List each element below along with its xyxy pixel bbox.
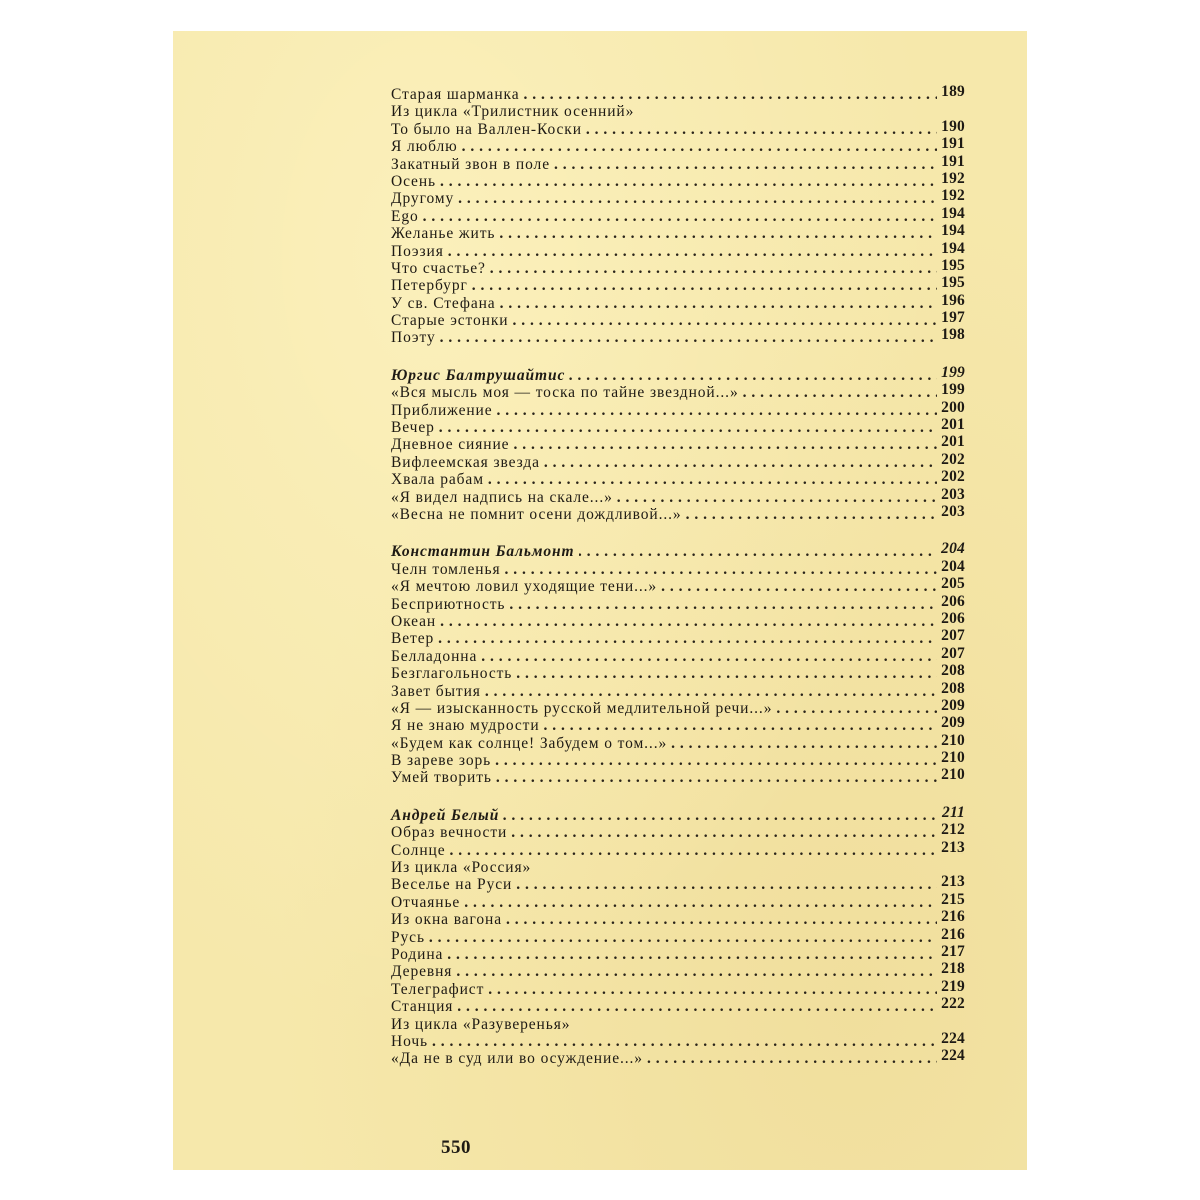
toc-entry <box>391 766 965 787</box>
entry-title: Я люблю <box>391 138 458 156</box>
dot-leader <box>524 86 938 103</box>
page-ref: 210 <box>941 749 965 767</box>
entry-title: Бесприютность <box>391 595 506 613</box>
page-ref: 217 <box>941 942 965 960</box>
dot-leader <box>500 295 938 312</box>
entry-title: Другому <box>391 190 455 208</box>
toc-entry <box>391 485 965 506</box>
page-ref: 206 <box>941 609 965 627</box>
entry-title: У св. Стефана <box>391 294 496 312</box>
entry-title: Океан <box>391 612 437 630</box>
entry-title: «Весна не помнит осени дождливой...» <box>391 505 682 523</box>
toc-entry <box>391 326 965 347</box>
toc-entry <box>391 291 965 312</box>
entry-title: Закатный звон в поле <box>391 155 550 173</box>
entry-title: Из цикла «Разуверенья» <box>391 1015 571 1033</box>
dot-leader <box>776 700 937 717</box>
dot-leader <box>438 630 937 647</box>
toc-entry <box>391 977 965 998</box>
toc-cycle-heading <box>391 103 965 120</box>
entry-title: Осень <box>391 172 437 190</box>
entry-title: Деревня <box>391 963 453 981</box>
dot-leader <box>512 312 937 329</box>
toc-entry <box>391 662 965 683</box>
entry-title: Приближение <box>391 401 493 419</box>
dot-leader <box>496 769 937 786</box>
page-ref: 209 <box>941 714 965 732</box>
page-ref: 208 <box>941 662 965 680</box>
dot-leader <box>462 138 937 155</box>
entry-title: Поэзия <box>391 242 444 260</box>
toc-entry <box>391 309 965 330</box>
dot-leader <box>671 735 937 752</box>
author-name: Юргис Балтрушайтис <box>391 366 566 384</box>
dot-leader <box>488 981 937 998</box>
dot-leader <box>440 329 938 346</box>
page-ref: 216 <box>941 925 965 943</box>
dot-leader <box>456 963 937 980</box>
entry-title: Завет бытия <box>391 682 481 700</box>
page-ref: 192 <box>941 169 965 187</box>
toc-section <box>391 803 965 1068</box>
toc-entry <box>391 592 965 613</box>
toc-author <box>391 363 965 384</box>
dot-leader <box>503 807 938 824</box>
page-ref: 203 <box>941 485 965 503</box>
dot-leader <box>485 683 937 700</box>
toc-author <box>391 803 965 824</box>
toc-entry <box>391 575 965 596</box>
entry-title: «Я видел надпись на скале...» <box>391 488 613 506</box>
page-ref: 198 <box>941 326 965 344</box>
page-ref: 199 <box>941 363 965 381</box>
dot-leader <box>440 173 937 190</box>
toc-entry <box>391 714 965 735</box>
page-ref: 205 <box>941 575 965 593</box>
dot-leader <box>586 121 937 138</box>
entry-title: Русь <box>391 928 425 946</box>
entry-title: То было на Валлен-Коски <box>391 120 582 138</box>
dot-leader <box>647 1050 937 1067</box>
page-ref: 219 <box>941 977 965 995</box>
entry-title: Солнце <box>391 841 446 859</box>
dot-leader <box>458 190 937 207</box>
page-ref: 194 <box>941 204 965 222</box>
page-ref: 199 <box>941 381 965 399</box>
toc-entry <box>391 609 965 630</box>
page-ref: 206 <box>941 592 965 610</box>
dot-leader <box>579 543 938 560</box>
dot-leader <box>569 367 937 384</box>
entry-title: Образ вечности <box>391 824 508 842</box>
dot-leader <box>457 998 937 1015</box>
page-ref: 212 <box>941 821 965 839</box>
toc-entry <box>391 925 965 946</box>
dot-leader <box>448 243 937 260</box>
dot-leader <box>481 648 937 665</box>
dot-leader <box>490 260 937 277</box>
entry-title: Старые эстонки <box>391 312 509 330</box>
entry-title: «Я мечтою ловил уходящие тени...» <box>391 578 658 596</box>
dot-leader <box>432 1033 937 1050</box>
dot-leader <box>513 436 937 453</box>
toc-entry <box>391 873 965 894</box>
dot-leader <box>544 717 938 734</box>
entry-title: «Я — изысканность русской медлительной речи...» <box>391 699 773 717</box>
toc-entry <box>391 222 965 243</box>
dot-leader <box>447 946 937 963</box>
entry-title: Ветер <box>391 630 435 648</box>
entry-title: Дневное сияние <box>391 436 510 454</box>
toc-entry <box>391 274 965 295</box>
toc-entry <box>391 468 965 489</box>
page-ref: 191 <box>941 135 965 153</box>
toc-entry <box>391 135 965 156</box>
dot-leader <box>450 842 938 859</box>
toc-entry <box>391 1029 965 1050</box>
page-ref: 204 <box>941 557 965 575</box>
page-ref: 194 <box>941 239 965 257</box>
toc-entry <box>391 450 965 471</box>
toc-section <box>391 83 965 347</box>
toc-entry <box>391 169 965 190</box>
table-of-contents <box>391 83 965 1068</box>
toc-entry <box>391 1047 965 1068</box>
toc-entry <box>391 644 965 665</box>
entry-title: Вифлеемская звезда <box>391 453 540 471</box>
toc-entry <box>391 960 965 981</box>
toc-entry <box>391 821 965 842</box>
toc-entry <box>391 381 965 402</box>
page-ref: 189 <box>941 83 965 100</box>
toc-section <box>391 540 965 787</box>
dot-leader <box>509 596 937 613</box>
page-ref: 204 <box>941 540 965 558</box>
entry-title: Петербург <box>391 277 468 295</box>
toc-entry <box>391 239 965 260</box>
dot-leader <box>488 471 937 488</box>
author-name: Константин Бальмонт <box>391 543 575 561</box>
entry-title: Хвала рабам <box>391 471 484 489</box>
page-ref: 210 <box>941 766 965 784</box>
toc-entry <box>391 187 965 208</box>
entry-title: В зареве зорь <box>391 752 492 770</box>
dot-leader <box>544 454 937 471</box>
toc-entry <box>391 890 965 911</box>
toc-entry <box>391 908 965 929</box>
dot-leader <box>516 876 937 893</box>
dot-leader <box>439 419 937 436</box>
toc-entry <box>391 117 965 138</box>
entry-title: Челн томленья <box>391 560 501 578</box>
entry-title: Телеграфист <box>391 980 485 998</box>
page-ref: 202 <box>941 450 965 468</box>
page-ref: 194 <box>941 222 965 240</box>
dot-leader <box>505 561 938 578</box>
toc-section <box>391 363 965 524</box>
entry-title: Я не знаю мудрости <box>391 717 540 735</box>
toc-entry <box>391 557 965 578</box>
entry-title: Желанье жить <box>391 225 496 243</box>
entry-title: «Да не в суд или во осуждение...» <box>391 1050 643 1068</box>
entry-title: Умей творить <box>391 769 492 787</box>
entry-title: Поэту <box>391 329 436 347</box>
dot-leader <box>511 824 937 841</box>
page-ref: 197 <box>941 309 965 327</box>
toc-entry <box>391 749 965 770</box>
page-ref: 203 <box>941 502 965 520</box>
page-number: 550 <box>441 1137 471 1158</box>
entry-title: Ночь <box>391 1032 429 1050</box>
dot-leader <box>617 489 937 506</box>
toc-entry <box>391 256 965 277</box>
page-ref: 201 <box>941 433 965 451</box>
toc-cycle-heading <box>391 1016 965 1033</box>
page-ref: 196 <box>941 291 965 309</box>
entry-title: Отчаянье <box>391 893 461 911</box>
page-ref: 213 <box>941 873 965 891</box>
page-ref: 195 <box>941 274 965 292</box>
dot-leader <box>516 665 937 682</box>
page-ref: 218 <box>941 960 965 978</box>
entry-title: «Будем как солнце! Забудем о том...» <box>391 734 668 752</box>
toc-entry <box>391 416 965 437</box>
dot-leader <box>423 208 937 225</box>
dot-leader <box>506 911 937 928</box>
entry-title: Старая шарманка <box>391 86 520 103</box>
page-ref: 224 <box>941 1029 965 1047</box>
entry-title: Ego <box>391 207 419 225</box>
toc-cycle-heading <box>391 859 965 876</box>
page-ref: 209 <box>941 696 965 714</box>
toc-entry <box>391 942 965 963</box>
entry-title: Станция <box>391 998 454 1016</box>
page-ref: 210 <box>941 731 965 749</box>
page-ref: 190 <box>941 117 965 135</box>
entry-title: Веселье на Руси <box>391 876 513 894</box>
page-ref: 211 <box>942 803 965 821</box>
page-ref: 202 <box>941 468 965 486</box>
book-page <box>173 31 1027 1170</box>
toc-entry <box>391 204 965 225</box>
page-ref: 222 <box>941 995 965 1013</box>
page-ref: 207 <box>941 627 965 645</box>
entry-title: Белладонна <box>391 647 478 665</box>
dot-leader <box>464 894 937 911</box>
page-ref: 208 <box>941 679 965 697</box>
page-ref: 224 <box>941 1047 965 1065</box>
page-ref: 213 <box>941 838 965 856</box>
dot-leader <box>495 752 937 769</box>
entry-title: Из окна вагона <box>391 911 503 929</box>
toc-entry <box>391 398 965 419</box>
dot-leader <box>440 613 937 630</box>
dot-leader <box>743 384 938 401</box>
page-ref: 216 <box>941 908 965 926</box>
dot-leader <box>472 277 937 294</box>
dot-leader <box>429 929 937 946</box>
dot-leader <box>686 506 938 523</box>
entry-title: «Вся мысль моя — тоска по тайне звездной...» <box>391 384 739 402</box>
entry-title: Что счастье? <box>391 259 486 277</box>
dot-leader <box>554 156 937 173</box>
entry-title: Родина <box>391 945 444 963</box>
toc-entry <box>391 502 965 523</box>
toc-entry <box>391 433 965 454</box>
toc-entry <box>391 627 965 648</box>
entry-title: Безглагольность <box>391 665 513 683</box>
entry-title: Из цикла «Трилистник осенний» <box>391 103 635 121</box>
dot-leader <box>499 225 937 242</box>
page-ref: 195 <box>941 256 965 274</box>
author-name: Андрей Белый <box>391 806 500 824</box>
page-ref: 200 <box>941 398 965 416</box>
toc-author <box>391 540 965 561</box>
toc-entry <box>391 83 965 103</box>
toc-entry <box>391 731 965 752</box>
page-ref: 201 <box>941 416 965 434</box>
toc-entry <box>391 152 965 173</box>
dot-leader <box>497 402 938 419</box>
toc-entry <box>391 838 965 859</box>
page-ref: 192 <box>941 187 965 205</box>
dot-leader <box>661 578 937 595</box>
page-ref: 207 <box>941 644 965 662</box>
toc-entry <box>391 696 965 717</box>
entry-title: Из цикла «Россия» <box>391 859 532 877</box>
toc-entry <box>391 679 965 700</box>
entry-title: Вечер <box>391 419 435 437</box>
page-ref: 191 <box>941 152 965 170</box>
page-ref: 215 <box>941 890 965 908</box>
toc-entry <box>391 995 965 1016</box>
